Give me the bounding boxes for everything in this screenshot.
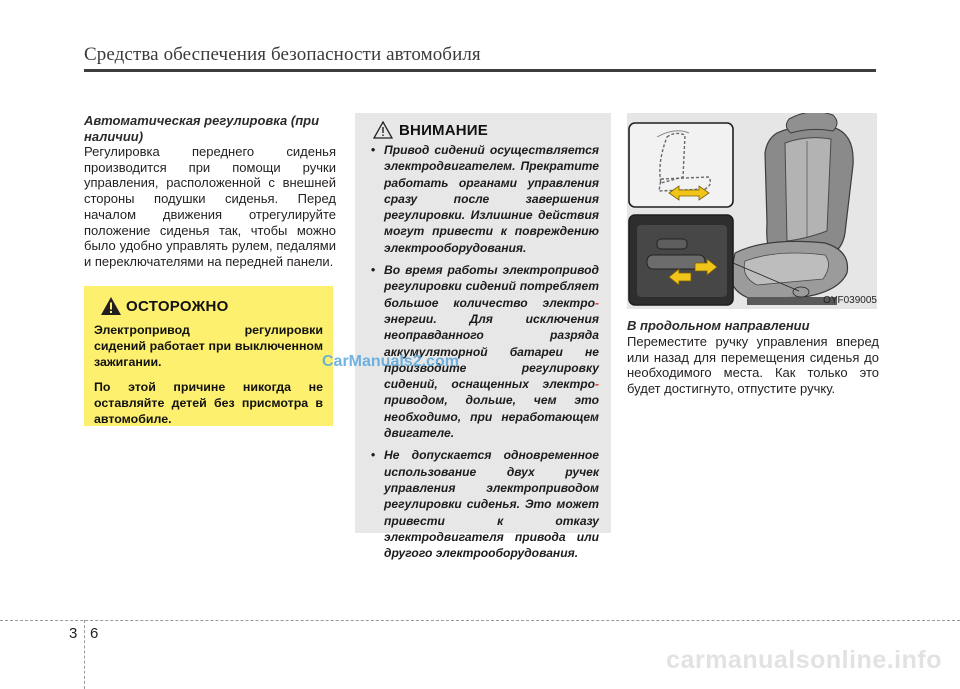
section-heading-auto-adjust: Автоматическая регулировка (при наличии) [84, 113, 320, 144]
section-heading-longitudinal: В продольном направлении [627, 318, 810, 333]
warning-item-text-cont2: приводом, дольше, чем это необходимо, при неработающем двигателе. [384, 393, 599, 441]
caution-box [84, 286, 333, 426]
page-header-title: Средства обеспечения безопасности автомобиля [84, 44, 481, 65]
warning-item-text: Во время работы электропривод регулировки сидений потребляет большое количество электро [384, 263, 599, 310]
warning-list [369, 142, 599, 561]
caution-paragraph-1: Электропривод регулировки сидений работает при выключенном зажигании. [94, 323, 323, 370]
caution-triangle-icon [100, 296, 122, 316]
seat-illustration [627, 113, 877, 309]
caution-title: ОСТОРОЖНО [126, 297, 229, 315]
warning-item-text: Привод сидений осуществляется электродвигателем. Прекратите работать органами управления сразу после завершения регулировки. Излишние действия могут привести к повреждению электрооборудования. [384, 143, 599, 255]
warning-box [355, 113, 611, 561]
caution-paragraph-2: По этой причине никогда не оставляйте детей без присмотра в автомобиле. [94, 379, 323, 427]
seat-adjustment-figure [627, 113, 877, 309]
warning-item-1 [369, 142, 599, 256]
figure-id: OYF039005 [823, 295, 877, 306]
bullet-icon: • [371, 143, 376, 157]
page-chapter-number: 3 [69, 625, 78, 642]
footer-divider [84, 620, 85, 689]
hyphen-mark: - [594, 377, 599, 392]
watermark: CarManuals2.com [322, 353, 459, 370]
section-body-longitudinal: Переместите ручку управления вперед или назад для перемещения сиденья до необходимого места. Как только это будет достигнуто, отпустите ручку. [627, 334, 879, 397]
caution-header [100, 296, 323, 316]
header-rule [84, 69, 876, 72]
warning-title: ВНИМАНИЕ [399, 121, 488, 139]
warning-triangle-icon [373, 121, 393, 139]
hyphen-mark: - [594, 295, 599, 310]
warning-item-text-cont: энергии. Для исключения неоправданного разряда аккумуляторной батареи не производите регулировку сидений, оснащенных электро [384, 311, 599, 392]
bullet-icon: • [371, 263, 376, 278]
bullet-icon: • [371, 448, 376, 463]
warning-item-2 [369, 262, 599, 441]
warning-item-3 [369, 447, 599, 561]
page-number: 6 [90, 625, 99, 642]
footer-site-watermark: carmanualsonline.info [666, 646, 942, 674]
warning-item-text: Не допускается одновременное использование двух ручек управления электроприводом регулировки сиденья. Это может привести к отказу электродвигателя привода или другого электрооборудования. [384, 448, 599, 561]
section-body-auto-adjust: Регулировка переднего сиденья производится при помощи ручки управления, расположенной с внешней стороны подушки сиденья. Перед началом движения отрегулируйте положение сиденья так, чтобы можно было удобно управлять рулем, педалями и переключателями на передней панели. [84, 144, 336, 269]
warning-header [373, 121, 599, 139]
footer-rule [0, 620, 960, 621]
